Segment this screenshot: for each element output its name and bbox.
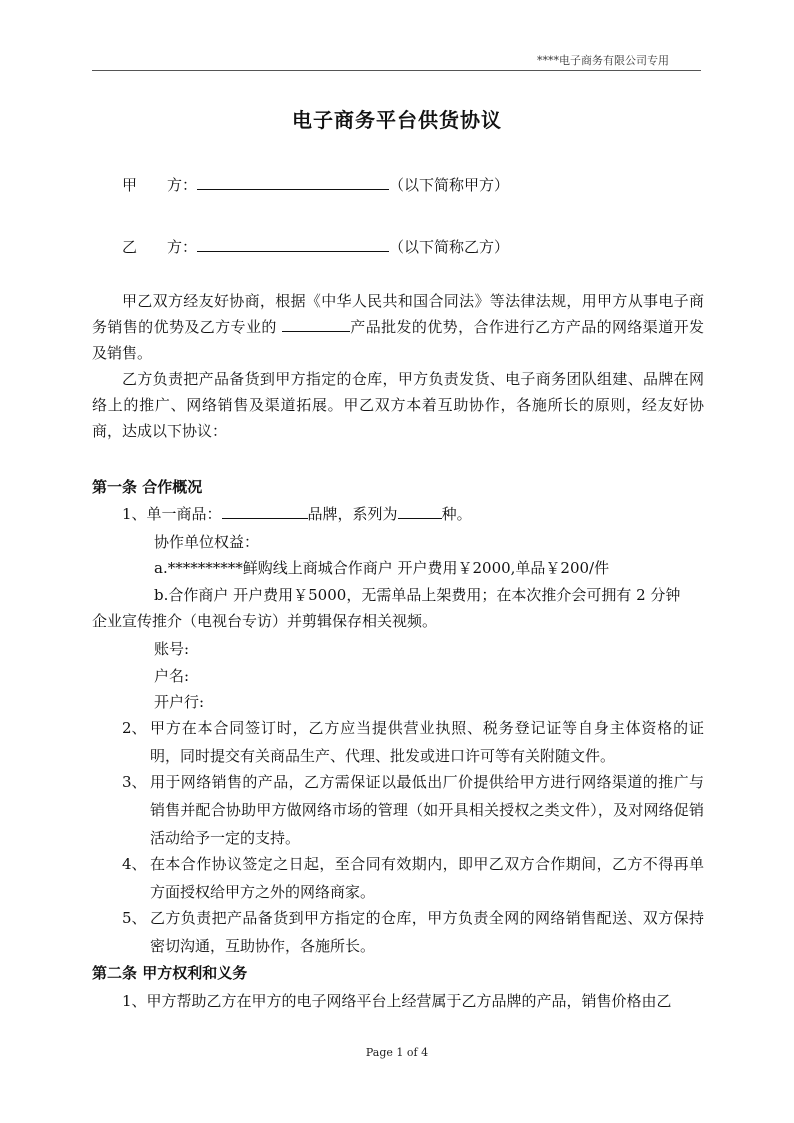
party-b-line [122,236,509,257]
article-1-item-1 [122,503,472,524]
intro-paragraph-2: 乙方负责把产品备货到甲方指定的仓库，甲方负责发货、电子商务团队组建、品牌在网络上的推广、网络销售及渠道拓展。甲乙双方本着互助协作，各施所长的原则，经友好协商，达成以下协议： [92,370,704,440]
account-number-label: 账号: [154,640,190,658]
account-name-label: 户名: [154,667,190,685]
header-company: ****电子商务有限公司专用 [537,54,669,67]
party-b-blank[interactable] [197,237,389,252]
option-b-line-1: b.合作商户 开户费用￥5000，无需单品上架费用；在本次推介会可拥有 2 分钟 [154,586,681,604]
article-2-item-1: 1、甲方帮助乙方在甲方的电子网络平台上经营属于乙方品牌的产品，销售价格由乙 [122,992,672,1010]
page-number: Page 1 of 4 [365,1046,429,1059]
intro-paragraph-1 [92,288,704,366]
article-1-heading: 第一条 合作概况 [92,478,203,496]
item-number: 4、 [122,855,147,873]
header-divider [92,70,701,71]
party-a-label: 甲 方： [122,176,198,194]
series-count-blank[interactable] [398,504,442,519]
article-1-item-3 [122,768,704,852]
article-1-item-4 [122,850,704,906]
article-2-heading: 第二条 甲方权利和义务 [92,964,248,982]
item-text: 乙方负责把产品备货到甲方指定的仓库，甲方负责全网的网络销售配送、双方保持密切沟通，互助协作，各施所长。 [150,909,704,955]
item-1-end: 种。 [441,505,472,523]
item-number: 5、 [122,909,147,927]
party-a-suffix: （以下简称甲方） [389,176,510,194]
party-b-suffix: （以下简称乙方） [389,238,510,256]
item-number: 2、 [122,719,147,737]
item-1-prefix: 1、单一商品： [122,505,222,523]
document-title: 电子商务平台供货协议 [292,108,502,132]
article-1-item-5 [122,904,704,960]
item-text: 用于网络销售的产品，乙方需保证以最低出厂价提供给甲方进行网络渠道的推广与销售并配合协助甲方做网络市场的管理（如开具相关授权之类文件），及对网络促销活动给予一定的支持。 [150,773,704,847]
article-1-item-2 [122,714,704,770]
option-b-line-2: 企业宣传推介（电视台专访）并剪辑保存相关视频。 [92,612,438,630]
option-a: a.**********鲜购线上商城合作商户 开户费用￥2000,单品￥200/件 [154,559,610,577]
bank-label: 开户行: [154,693,205,711]
brand-blank[interactable] [222,504,308,519]
item-1-mid: 品牌，系列为 [307,505,398,523]
item-text: 在本合作协议签定之日起，至合同有效期内，即甲乙双方合作期间，乙方不得再单方面授权给甲方之外的网络商家。 [150,855,704,901]
party-a-blank[interactable] [197,175,389,190]
item-text: 甲方在本合同签订时，乙方应当提供营业执照、税务登记证等自身主体资格的证明，同时提交有关商品生产、代理、批发或进口许可等有关附随文件。 [150,719,704,765]
intro-text-1a: 甲乙双方经友好协商，根据《中华人民共和国合同法》等法律法规，用甲方从事电子商务销售的优势及乙方专业的 [92,292,704,336]
intro-text-1b: 产品批发的优势，合作进行乙方产品的网络渠道开发及销售。 [92,318,704,362]
product-type-blank[interactable] [282,318,350,332]
item-number: 3、 [122,773,147,791]
party-a-line [122,174,509,195]
party-b-label: 乙 方： [122,238,198,256]
rights-label: 协作单位权益： [154,533,260,551]
